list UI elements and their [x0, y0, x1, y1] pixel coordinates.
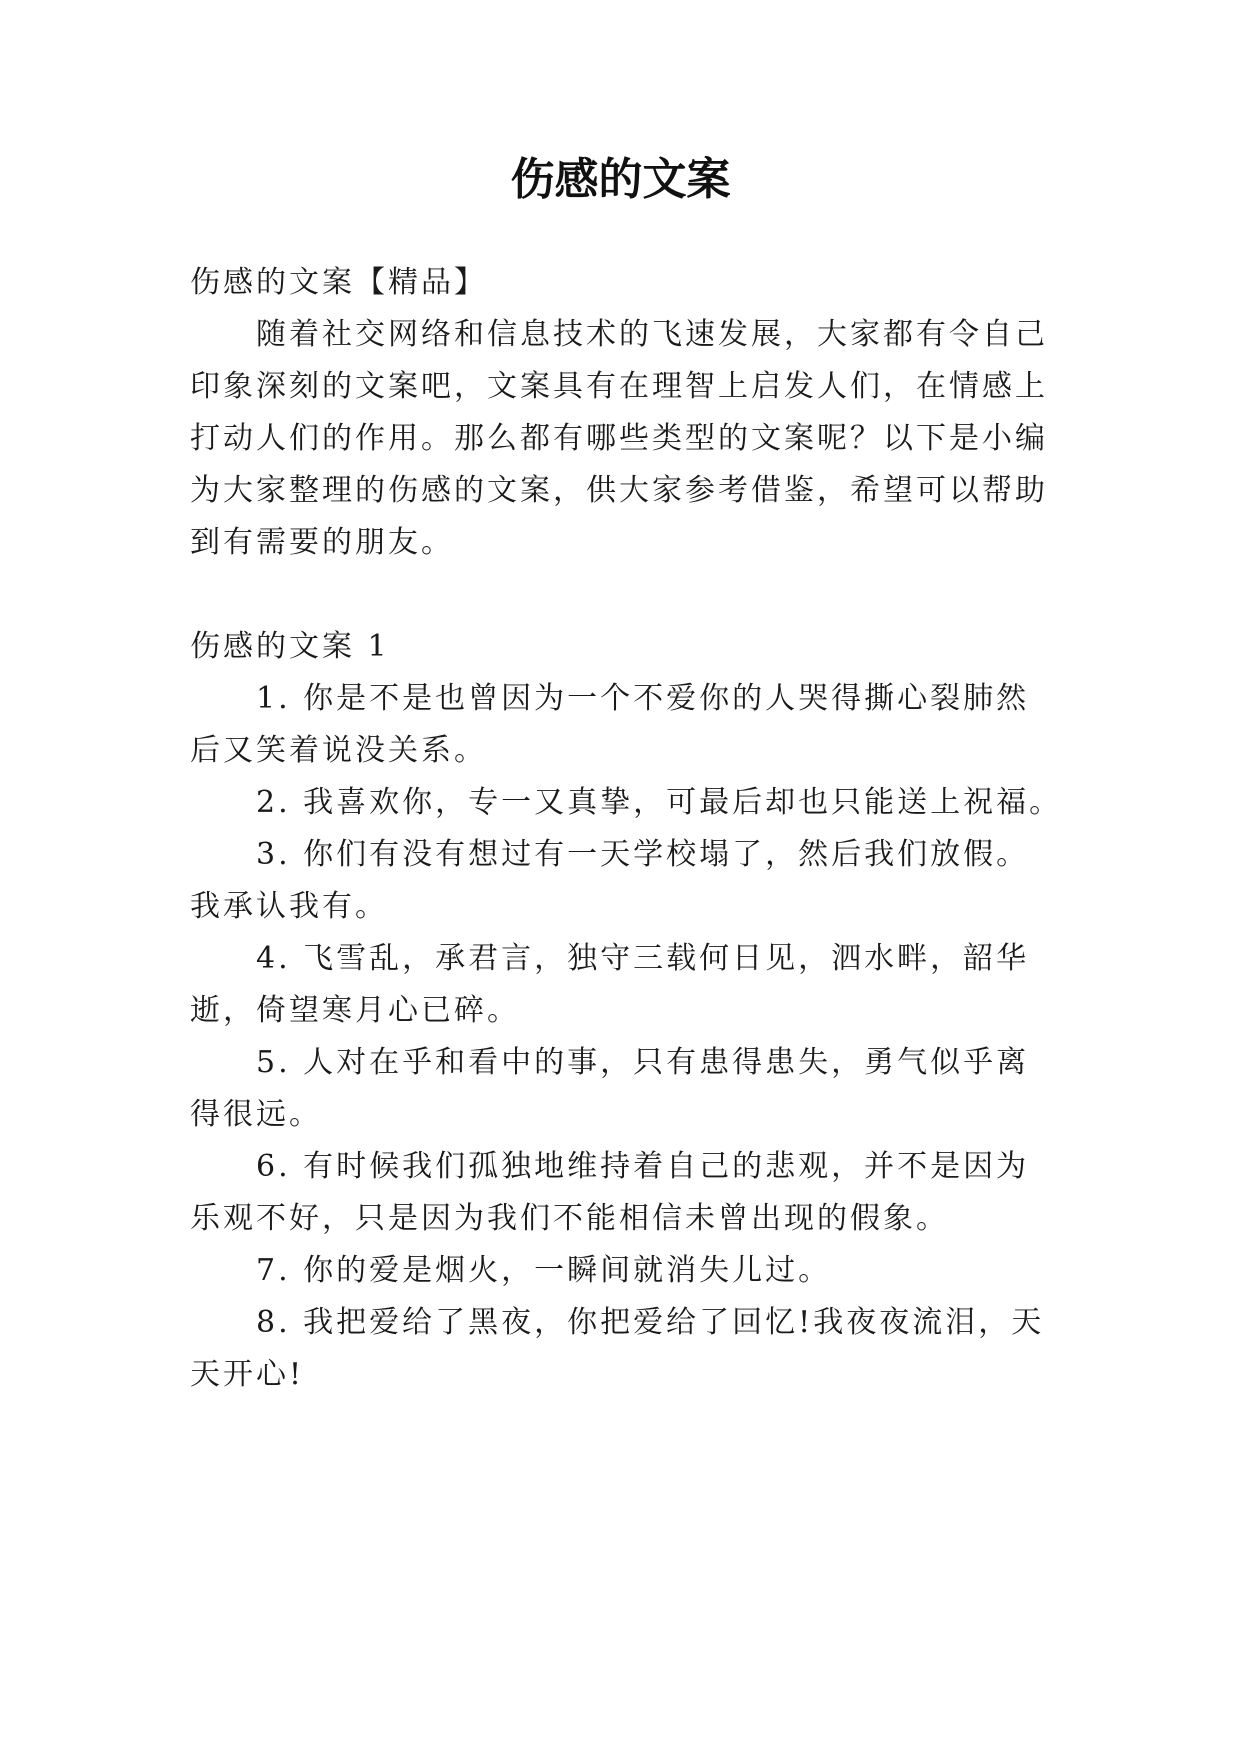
intro-line: 打动人们的作用。那么都有哪些类型的文案呢？以下是小编: [190, 421, 1048, 456]
list-item-line: 1. 你是不是也曾因为一个不爱你的人哭得撕心裂肺然: [256, 681, 1030, 716]
list-item-line: 3. 你们有没有想过有一天学校塌了，然后我们放假。: [256, 837, 1030, 872]
list-item-line: 天开心!: [190, 1357, 305, 1392]
list-item-line: 我承认我有。: [190, 889, 388, 924]
list-item-line: 得很远。: [190, 1097, 322, 1132]
document-title: 伤感的文案: [510, 154, 731, 205]
list-item-line: 后又笑着说没关系。: [190, 733, 487, 768]
intro-line: 到有需要的朋友。: [190, 525, 454, 560]
list-item-line: 8. 我把爱给了黑夜，你把爱给了回忆!我夜夜流泪，天: [256, 1305, 1045, 1340]
section-heading: 伤感的文案 1: [190, 629, 390, 664]
list-item-line: 乐观不好，只是因为我们不能相信未曾出现的假象。: [190, 1201, 949, 1236]
intro-line: 印象深刻的文案吧，文案具有在理智上启发人们，在情感上: [190, 369, 1048, 404]
intro-line: 随着社交网络和信息技术的飞速发展，大家都有令自己: [256, 317, 1048, 352]
list-item-line: 2. 我喜欢你，专一又真挚，可最后却也只能送上祝福。: [256, 785, 1063, 820]
document-subtitle: 伤感的文案【精品】: [190, 265, 487, 300]
list-item-line: 逝，倚望寒月心已碎。: [190, 993, 520, 1028]
intro-line: 为大家整理的伤感的文案，供大家参考借鉴，希望可以帮助: [190, 473, 1048, 508]
list-item-line: 7. 你的爱是烟火，一瞬间就消失儿过。: [256, 1253, 832, 1288]
list-item-line: 4. 飞雪乱，承君言，独守三载何日见，泗水畔，韶华: [256, 941, 1030, 976]
list-item-line: 6. 有时候我们孤独地维持着自己的悲观，并不是因为: [256, 1149, 1030, 1184]
list-item-line: 5. 人对在乎和看中的事，只有患得患失，勇气似乎离: [256, 1045, 1030, 1080]
